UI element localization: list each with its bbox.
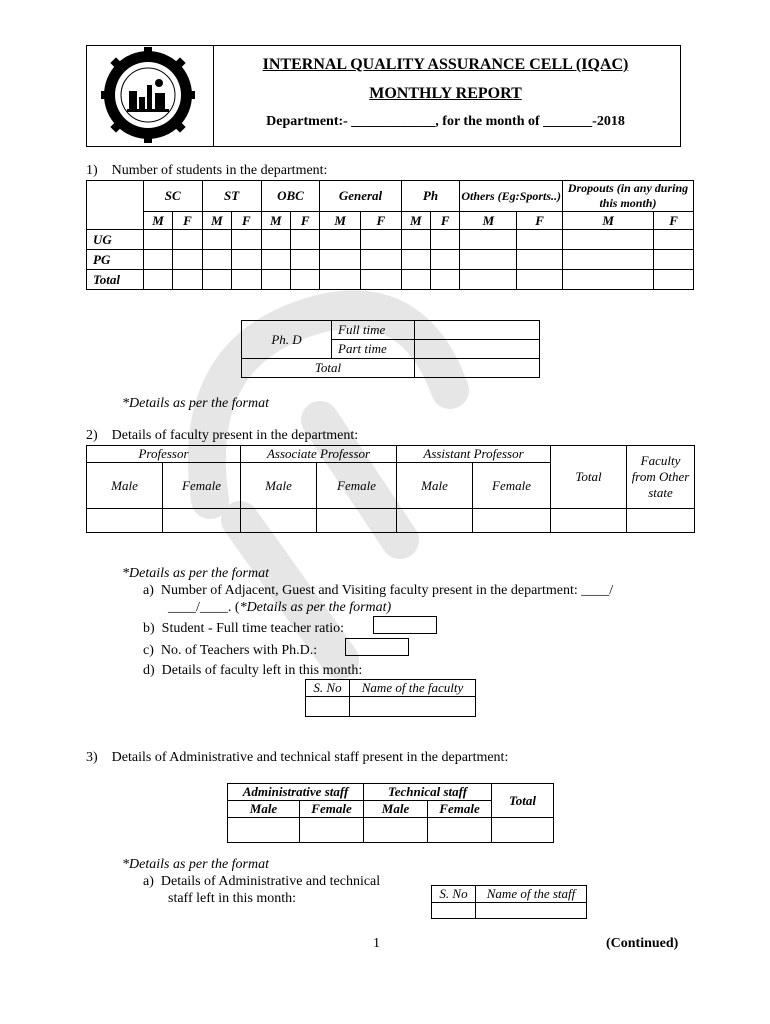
item-a-note: *Details as per the format) (239, 600, 392, 615)
sno-header: S. No (306, 680, 350, 697)
section2-note: *Details as per the format (122, 566, 269, 581)
section3-item-a-line2: staff left in this month: (168, 891, 297, 906)
st-f: F (232, 212, 261, 230)
col-st: ST (202, 181, 261, 212)
section3-note: *Details as per the format (122, 857, 269, 872)
dropouts-m: M (562, 212, 653, 230)
col-admin: Administrative staff (228, 784, 364, 801)
table-row (87, 250, 694, 270)
sc-m: M (143, 212, 172, 230)
section2-heading: 2) Details of faculty present in the department: (86, 428, 359, 443)
item-c: c) No. of Teachers with Ph.D.: (143, 643, 318, 658)
phd-table (241, 320, 540, 378)
col-dropouts: Dropouts (in any during this month) (562, 181, 693, 212)
asst-male: Male (397, 463, 473, 509)
section3-item-a-line1: a) Details of Administrative and technical (143, 874, 381, 889)
staff-sno-header: S. No (432, 886, 476, 903)
prof-female: Female (163, 463, 241, 509)
item-b: b) Student - Full time teacher ratio: (143, 621, 345, 636)
asst-female: Female (473, 463, 551, 509)
general-m: M (320, 212, 361, 230)
tech-female: Female (428, 801, 492, 818)
row-label: Total (87, 270, 144, 290)
col-staff-total: Total (492, 784, 554, 818)
col-tech: Technical staff (364, 784, 492, 801)
col-others: Others (Eg:Sports..) (460, 181, 563, 212)
name-staff-header: Name of the staff (476, 886, 587, 903)
item-a-blank: ____/____. ( (168, 600, 240, 615)
st-m: M (202, 212, 231, 230)
col-associate: Associate Professor (241, 446, 397, 463)
table-row (87, 509, 695, 533)
staff-left-table (431, 885, 587, 919)
col-assistant: Assistant Professor (397, 446, 551, 463)
admin-male: Male (228, 801, 300, 818)
obc-m: M (261, 212, 290, 230)
others-m: M (460, 212, 517, 230)
table-row (87, 230, 694, 250)
phd-full-time: Full time (332, 321, 415, 340)
col-general: General (320, 181, 401, 212)
table-row (432, 903, 587, 919)
ph-m: M (401, 212, 430, 230)
tech-male: Male (364, 801, 428, 818)
section1-note: *Details as per the format (122, 396, 269, 411)
phd-total: Total (242, 359, 415, 378)
staff-table (227, 783, 554, 843)
institution-seal-icon (99, 47, 197, 143)
assoc-male: Male (241, 463, 317, 509)
row-label: PG (87, 250, 144, 270)
department-line: Department:- ____________, for the month of _______-2018 (266, 114, 625, 129)
admin-female: Female (300, 801, 364, 818)
students-table (86, 180, 694, 290)
faculty-table (86, 445, 695, 533)
obc-f: F (290, 212, 319, 230)
table-row (228, 818, 554, 843)
col-total: Total (551, 446, 627, 509)
report-title: INTERNAL QUALITY ASSURANCE CELL (IQAC) (262, 56, 629, 73)
col-sc: SC (143, 181, 202, 212)
col-obc: OBC (261, 181, 320, 212)
dropouts-f: F (654, 212, 694, 230)
ratio-input[interactable] (373, 616, 437, 634)
sc-f: F (173, 212, 202, 230)
ph-f: F (431, 212, 460, 230)
row-label: UG (87, 230, 144, 250)
item-a-line2 (168, 600, 391, 616)
section3-heading: 3) Details of Administrative and technical staff present in the department: (86, 750, 509, 765)
col-other-state: Faculty from Other state (627, 446, 695, 509)
continued-label: (Continued) (606, 936, 679, 951)
faculty-left-table (305, 679, 476, 717)
item-a-line1: a) Number of Adjacent, Guest and Visiting faculty present in the department: ____/ (143, 583, 614, 598)
assoc-female: Female (317, 463, 397, 509)
name-faculty-header: Name of the faculty (350, 680, 476, 697)
section1-heading: 1) Number of students in the department: (86, 163, 328, 178)
table-row (87, 270, 694, 290)
phd-teachers-input[interactable] (345, 638, 409, 656)
general-f: F (360, 212, 401, 230)
page-number: 1 (373, 936, 380, 951)
phd-part-time: Part time (332, 340, 415, 359)
report-subtitle: MONTHLY REPORT (369, 85, 522, 102)
item-d: d) Details of faculty left in this month: (143, 663, 363, 678)
others-f: F (517, 212, 563, 230)
prof-male: Male (87, 463, 163, 509)
table-row (306, 697, 476, 717)
col-professor: Professor (87, 446, 241, 463)
phd-label: Ph. D (242, 321, 332, 359)
col-ph: Ph (401, 181, 460, 212)
